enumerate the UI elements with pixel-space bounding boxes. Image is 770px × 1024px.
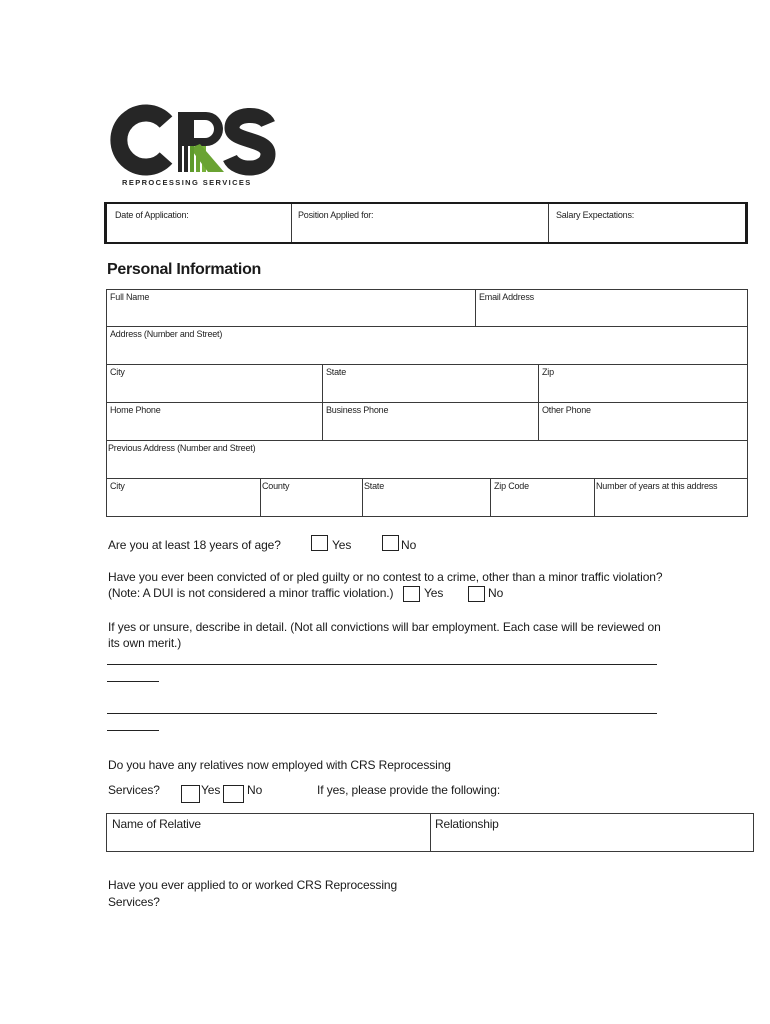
email-address-label: Email Address xyxy=(479,292,534,302)
relatives-question: Do you have any relatives now employed with CRS Reprocessing xyxy=(108,758,451,772)
relationship-field[interactable] xyxy=(430,813,754,852)
crs-logo-graphic xyxy=(108,100,278,178)
email-address-field[interactable] xyxy=(475,289,748,327)
relatives-yes-checkbox[interactable] xyxy=(181,785,200,803)
salary-expectations-field[interactable] xyxy=(549,204,745,242)
date-of-application-label: Date of Application: xyxy=(115,210,189,220)
describe-instructions-cont: its own merit.) xyxy=(108,636,182,650)
age-question: Are you at least 18 years of age? xyxy=(108,538,281,552)
applied-before-question-cont: Services? xyxy=(108,895,160,909)
applied-before-question: Have you ever applied to or worked CRS Reprocessing xyxy=(108,878,398,892)
previous-state-label: State xyxy=(364,481,385,491)
conviction-no-label: No xyxy=(488,586,504,600)
position-applied-for-label: Position Applied for: xyxy=(298,210,374,220)
home-phone-label: Home Phone xyxy=(110,405,161,415)
full-name-label: Full Name xyxy=(110,292,150,302)
describe-instructions: If yes or unsure, describe in detail. (Not all convictions will bar employment. Each case will be reviewed on xyxy=(108,620,661,634)
business-phone-label: Business Phone xyxy=(326,405,389,415)
relatives-question-cont: Services? xyxy=(108,783,160,797)
business-phone-field[interactable] xyxy=(322,402,539,441)
conviction-yes-checkbox[interactable] xyxy=(403,586,420,602)
city-field[interactable] xyxy=(106,364,323,403)
other-phone-label: Other Phone xyxy=(542,405,591,415)
age-no-label: No xyxy=(401,538,417,552)
conviction-no-checkbox[interactable] xyxy=(468,586,485,602)
previous-city-field[interactable] xyxy=(106,478,261,517)
state-label: State xyxy=(326,367,347,377)
conviction-yes-label: Yes xyxy=(424,586,444,600)
conviction-note: (Note: A DUI is not considered a minor traffic violation.) xyxy=(108,586,394,600)
previous-address-field[interactable] xyxy=(106,440,748,479)
address-label: Address (Number and Street) xyxy=(110,329,223,339)
age-no-checkbox[interactable] xyxy=(382,535,399,551)
full-name-field[interactable] xyxy=(106,289,476,327)
age-yes-label: Yes xyxy=(332,538,352,552)
salary-expectations-label: Salary Expectations: xyxy=(556,210,635,220)
describe-line-1-tail[interactable] xyxy=(107,681,159,682)
relatives-yes-label: Yes xyxy=(201,783,221,797)
position-applied-for-field[interactable] xyxy=(292,204,549,242)
name-of-relative-label: Name of Relative xyxy=(112,817,201,831)
state-field[interactable] xyxy=(322,364,539,403)
logo-tagline: REPROCESSING SERVICES xyxy=(122,178,252,187)
zip-field[interactable] xyxy=(538,364,748,403)
other-phone-field[interactable] xyxy=(538,402,748,441)
company-logo xyxy=(108,100,278,192)
previous-zip-code-label: Zip Code xyxy=(494,481,529,491)
relatives-no-label: No xyxy=(247,783,263,797)
describe-line-2[interactable] xyxy=(107,713,657,714)
previous-county-label: County xyxy=(262,481,290,491)
home-phone-field[interactable] xyxy=(106,402,323,441)
previous-address-label: Previous Address (Number and Street) xyxy=(108,443,256,453)
zip-label: Zip xyxy=(542,367,554,377)
years-at-address-field[interactable] xyxy=(594,478,748,517)
section-title-personal-information: Personal Information xyxy=(107,261,262,278)
years-at-address-label: Number of years at this address xyxy=(596,481,718,491)
describe-line-1[interactable] xyxy=(107,664,657,665)
age-yes-checkbox[interactable] xyxy=(311,535,328,551)
previous-county-field[interactable] xyxy=(260,478,363,517)
previous-zip-code-field[interactable] xyxy=(490,478,595,517)
city-label: City xyxy=(110,367,125,377)
describe-line-2-tail[interactable] xyxy=(107,730,159,731)
date-of-application-field[interactable] xyxy=(107,204,292,242)
previous-state-field[interactable] xyxy=(362,478,491,517)
relatives-no-checkbox[interactable] xyxy=(223,785,244,803)
relatives-followup: If yes, please provide the following: xyxy=(317,783,501,797)
address-field[interactable] xyxy=(106,326,748,365)
conviction-question: Have you ever been convicted of or pled guilty or no contest to a crime, other than a minor traffic violation? xyxy=(108,570,663,584)
previous-city-label: City xyxy=(110,481,125,491)
name-of-relative-field[interactable] xyxy=(106,813,431,852)
relationship-label: Relationship xyxy=(435,817,499,831)
